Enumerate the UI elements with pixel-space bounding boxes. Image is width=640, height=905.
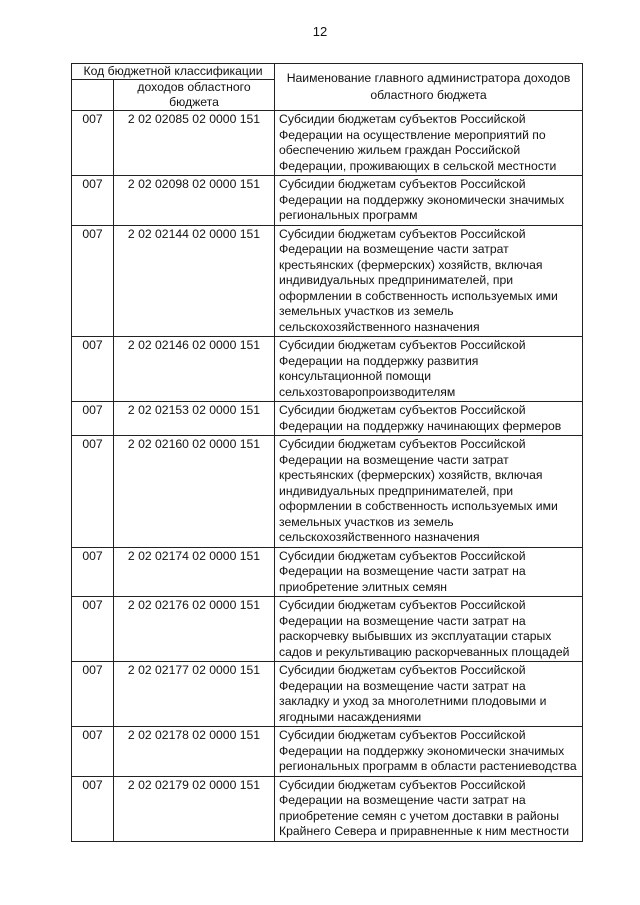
table-row bbox=[72, 225, 583, 337]
table-row bbox=[72, 337, 583, 402]
row-description: Субсидии бюджетам субъектов Российской Федерации на возмещение части затрат на раскорчевку выбывших из эксплуатации старых садов и рекультивацию раскорчеванных площадей bbox=[275, 597, 583, 662]
row-administrator-code: 007 bbox=[72, 662, 114, 727]
row-income-code: 2 02 02176 02 0000 151 bbox=[114, 597, 275, 662]
row-income-code: 2 02 02144 02 0000 151 bbox=[114, 225, 275, 337]
table-body bbox=[72, 111, 583, 842]
row-income-code: 2 02 02179 02 0000 151 bbox=[114, 776, 275, 841]
row-description: Субсидии бюджетам субъектов Российской Федерации на осуществление мероприятий по обеспечению жильем граждан Российской Федерации, проживающих в сельской местности bbox=[275, 111, 583, 176]
row-income-code: 2 02 02178 02 0000 151 bbox=[114, 727, 275, 777]
row-income-code: 2 02 02085 02 0000 151 bbox=[114, 111, 275, 176]
row-description: Субсидии бюджетам субъектов Российской Федерации на возмещение части затрат на приобретение элитных семян bbox=[275, 547, 583, 597]
table-row bbox=[72, 727, 583, 777]
row-administrator-code: 007 bbox=[72, 337, 114, 402]
row-description: Субсидии бюджетам субъектов Российской Федерации на поддержку экономически значимых региональных программ bbox=[275, 176, 583, 226]
table-row bbox=[72, 597, 583, 662]
row-income-code: 2 02 02153 02 0000 151 bbox=[114, 402, 275, 436]
row-income-code: 2 02 02177 02 0000 151 bbox=[114, 662, 275, 727]
row-administrator-code: 007 bbox=[72, 111, 114, 176]
row-description: Субсидии бюджетам субъектов Российской Федерации на поддержку экономически значимых региональных программ в области растениеводства bbox=[275, 727, 583, 777]
table-row bbox=[72, 662, 583, 727]
table-header bbox=[72, 64, 583, 111]
table-row bbox=[72, 436, 583, 548]
row-administrator-code: 007 bbox=[72, 225, 114, 337]
row-administrator-code: 007 bbox=[72, 776, 114, 841]
header-income-code: доходов областного бюджета bbox=[114, 80, 275, 111]
row-administrator-code: 007 bbox=[72, 436, 114, 548]
row-administrator-code: 007 bbox=[72, 547, 114, 597]
header-budget-classification-code: Код бюджетной классификации bbox=[72, 64, 275, 80]
table-row bbox=[72, 776, 583, 841]
table-row bbox=[72, 547, 583, 597]
table-row bbox=[72, 402, 583, 436]
row-description: Субсидии бюджетам субъектов Российской Федерации на возмещение части затрат на приобретение семян с учетом доставки в районы Крайнего Севера и приравненные к ним местности bbox=[275, 776, 583, 841]
header-blank-admin bbox=[72, 80, 114, 111]
row-description: Субсидии бюджетам субъектов Российской Федерации на возмещение части затрат на закладку и уход за многолетними плодовыми и ягодными насаждениями bbox=[275, 662, 583, 727]
budget-classification-table bbox=[71, 63, 583, 842]
row-administrator-code: 007 bbox=[72, 176, 114, 226]
row-income-code: 2 02 02146 02 0000 151 bbox=[114, 337, 275, 402]
row-administrator-code: 007 bbox=[72, 597, 114, 662]
row-description: Субсидии бюджетам субъектов Российской Федерации на возмещение части затрат крестьянских (фермерских) хозяйств, включая индивидуальных предпринимателей, при оформлении в собственность используемых ими земельных участков из земель сельскохозяйственного назначения bbox=[275, 436, 583, 548]
row-administrator-code: 007 bbox=[72, 402, 114, 436]
row-description: Субсидии бюджетам субъектов Российской Федерации на возмещение части затрат крестьянских (фермерских) хозяйств, включая индивидуальных предпринимателей, при оформлении в собственность используемых ими земельных участков из земель сельскохозяйственного назначения bbox=[275, 225, 583, 337]
row-description: Субсидии бюджетам субъектов Российской Федерации на поддержку развития консультационной помощи сельхозтоваропроизводителям bbox=[275, 337, 583, 402]
row-description: Субсидии бюджетам субъектов Российской Федерации на поддержку начинающих фермеров bbox=[275, 402, 583, 436]
row-income-code: 2 02 02098 02 0000 151 bbox=[114, 176, 275, 226]
header-administrator-name: Наименование главного администратора доходов областного бюджета bbox=[275, 64, 583, 111]
table-row bbox=[72, 111, 583, 176]
page-number: 12 bbox=[312, 24, 328, 39]
table-row bbox=[72, 176, 583, 226]
row-income-code: 2 02 02174 02 0000 151 bbox=[114, 547, 275, 597]
row-income-code: 2 02 02160 02 0000 151 bbox=[114, 436, 275, 548]
row-administrator-code: 007 bbox=[72, 727, 114, 777]
